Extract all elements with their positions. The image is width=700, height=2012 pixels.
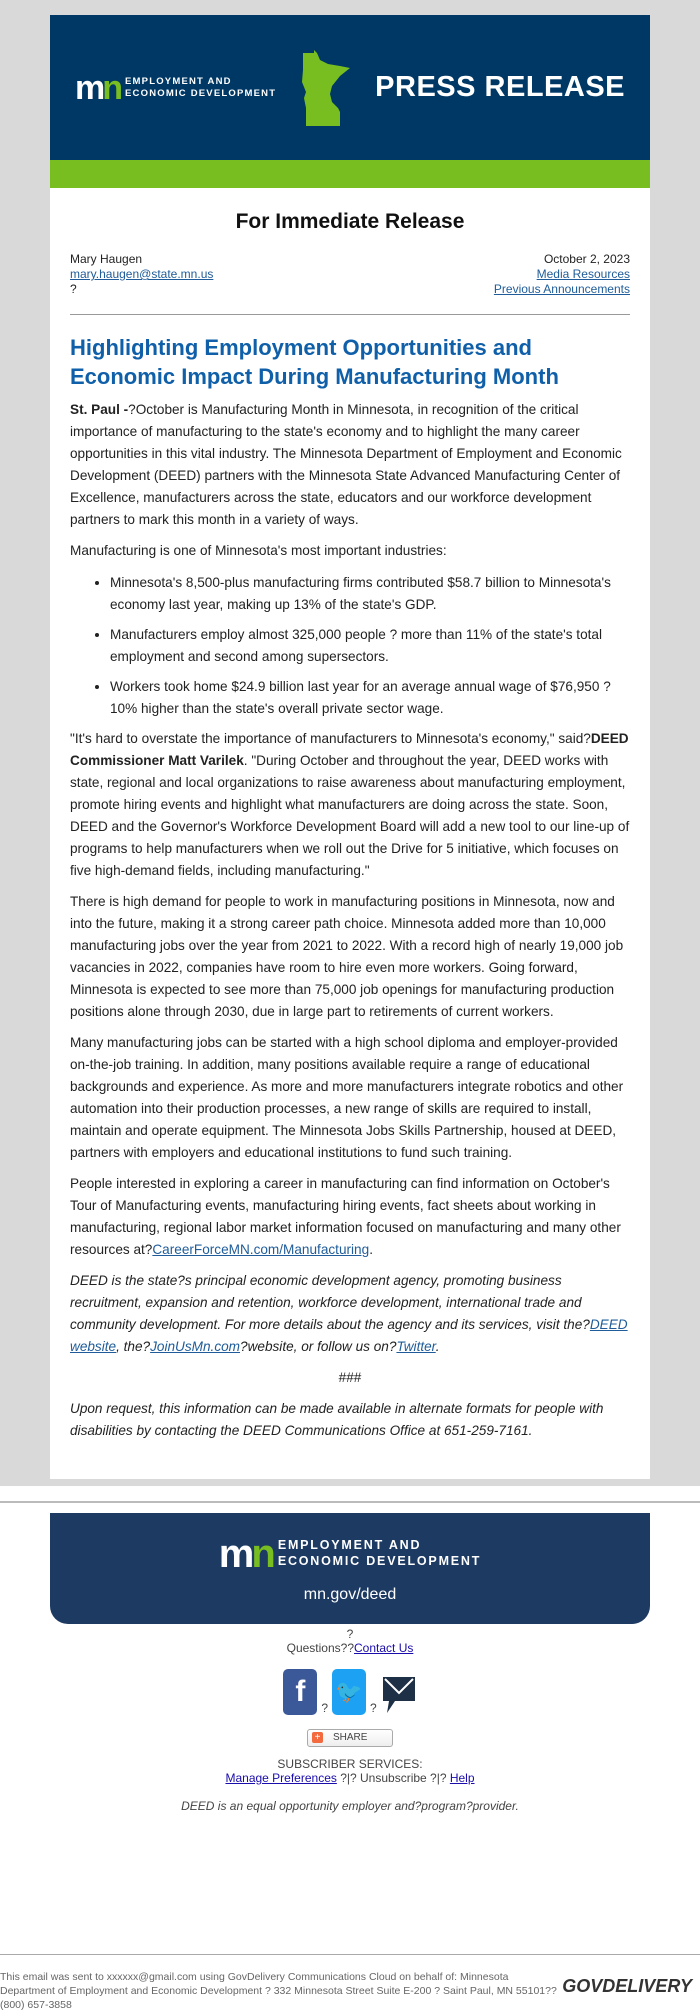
twitter-icon[interactable]: 🐦: [332, 1669, 366, 1715]
quote-speaker: DEED Commissioner Matt Varilek: [70, 731, 629, 768]
social-icons: [0, 1669, 700, 1715]
logo-line-1: EMPLOYMENT AND: [125, 75, 232, 87]
resources-text: People interested in exploring a career in manufacturing can find information on October's Tour of Manufacturing events, manufacturing hiring events, fact sheets about working in manufacturing, regional labor market information focused on manufacturing and many other resources at?: [70, 1176, 621, 1257]
plus-icon: +: [312, 1732, 323, 1743]
quote-start: "It's hard to overstate the importance of manufacturers to Minnesota's economy," said?: [70, 731, 591, 746]
footer: [0, 1627, 700, 1813]
footer-deed-logo: [218, 1531, 482, 1576]
list-item: • Minnesota's 8,500-plus manufacturing firms contributed $58.7 billion to Minnesota's economy last year, making up 13% of the state's GDP.: [110, 572, 630, 616]
about-text: , the?: [116, 1339, 151, 1354]
govdelivery-footer: [0, 1954, 700, 2012]
mn-logo-mark: mn: [218, 1531, 273, 1576]
deed-website-link[interactable]: DEED website: [70, 1317, 628, 1354]
joinusmn-link[interactable]: JoinUsMn.com: [150, 1339, 241, 1354]
period: .: [369, 1242, 373, 1257]
footer-divider: [0, 1501, 700, 1503]
minnesota-state-icon: [300, 50, 352, 126]
green-stripe: [50, 160, 650, 188]
email-icon[interactable]: [381, 1675, 417, 1715]
footer-site-link[interactable]: mn.gov/deed: [303, 1585, 397, 1603]
header-banner: [50, 15, 650, 160]
logo-line-1: EMPLOYMENT AND: [277, 1537, 422, 1552]
subscriber-label: SUBSCRIBER SERVICES:: [277, 1757, 423, 1771]
for-immediate-release: For Immediate Release: [235, 210, 465, 233]
jobs-paragraph: Many manufacturing jobs can be started with a high school diploma and employer-provided on-the-job training. In addition, many positions available require a range of educational backgrounds and experience. As more and more manufacturers integrate robotics and other automation into their production processes, a new range of skills are required to install, maintain and operate equipment. The Minnesota Jobs Skills Partnership, housed at DEED, partners with employers and educational institutions to fund such training.: [70, 1035, 624, 1160]
contact-email-link[interactable]: mary.haugen@state.mn.us: [70, 267, 214, 281]
contact-block: [70, 252, 630, 297]
footer-banner: [50, 1513, 650, 1624]
intro-paragraph: [70, 399, 630, 531]
intro-text: ?October is Manufacturing Month in Minnesota, in recognition of the critical importance of manufacturing to the state's economy and to highlight the many career opportunities in this vital industry. The Minnesota Department of Employment and Economic Development (DEED) partners with the Minnesota State Advanced Manufacturing Center of Excellence, manufacturers across the state, educators and our workforce development partners to mark this month in a variety of ways.: [70, 402, 622, 527]
footer-qmark: ?: [346, 1627, 354, 1641]
share-button[interactable]: [307, 1729, 393, 1747]
help-link[interactable]: Help: [449, 1771, 475, 1785]
sent-notice: This email was sent to xxxxxx@gmail.com using GovDelivery Communications Cloud on behalf of: Minnesota Department of Employment and Economic Development ? 332 Minnesota Street Suite E-200 ? Saint Paul, MN 55101?? (800) 657-3858: [0, 1971, 557, 2011]
article-title: Highlighting Employment Opportunities and Economic Impact During Manufacturing Month: [70, 335, 559, 389]
about-deed-paragraph: [70, 1270, 630, 1358]
demand-paragraph: There is high demand for people to work in manufacturing positions in Minnesota, now and into the future, making it a strong career path choice. Minnesota added more than 10,000 manufacturing jobs over the year from 2021 to 2022. With a record high of nearly 19,000 job vacancies in 2022, companies have room to hire even more workers. Going forward, Minnesota is expected to see more than 75,000 job openings for manufacturing production positions alone through 2030, due in large part to retirements of current workers.: [70, 894, 624, 1019]
separator: ?: [321, 1701, 328, 1715]
list-item: • Manufacturers employ almost 325,000 people ? more than 11% of the state's total employment and second among supersectors.: [110, 624, 630, 668]
separator: ?: [370, 1701, 377, 1715]
about-text: ?website, or follow us on?: [240, 1339, 397, 1354]
unsubscribe-text[interactable]: ?|? Unsubscribe ?|?: [336, 1771, 450, 1785]
resources-paragraph: [70, 1173, 630, 1261]
share-label: SHARE: [333, 1732, 368, 1743]
release-date: October 2, 2023: [543, 252, 630, 266]
list-intro: Manufacturing is one of Minnesota's most important industries:: [70, 543, 447, 558]
contact-name: Mary Haugen: [70, 252, 143, 266]
careerforce-link[interactable]: CareerForceMN.com/Manufacturing: [152, 1242, 370, 1257]
divider: [70, 314, 630, 315]
logo-line-2: ECONOMIC DEVELOPMENT: [277, 1553, 482, 1568]
quote-paragraph: [70, 728, 630, 882]
accessibility-note: Upon request, this information can be made available in alternate formats for people with disabilities by contacting the DEED Communications Office at 651-259-7161.: [70, 1401, 604, 1438]
facts-list: [70, 572, 630, 720]
facebook-icon[interactable]: f: [283, 1669, 317, 1715]
end-mark: ###: [338, 1370, 362, 1385]
twitter-link[interactable]: Twitter: [396, 1339, 436, 1354]
quote-end: . "During October and throughout the year, DEED works with state, regional and local organizations to raise awareness about manufacturing employment, promote hiring events and highlight what manufacturers are doing across the state. Soon, DEED and the Governor's Workforce Development Board will add a new tool to our line-up of programs to help manufacturers when we roll out the Drive for 5 initiative, which focuses on five high-demand fields, including manufacturing.": [70, 753, 630, 878]
period: .: [435, 1339, 440, 1354]
previous-announcements-link[interactable]: Previous Announcements: [493, 282, 630, 296]
deed-logo: [75, 68, 277, 107]
equal-opportunity-note: DEED is an equal opportunity employer and?program?provider.: [181, 1799, 519, 1813]
contact-us-link[interactable]: Contact Us: [354, 1641, 414, 1655]
list-item: • Workers took home $24.9 billion last year for an average annual wage of $76,950 ? 10% higher than the state's overall private sector wage.: [110, 676, 630, 720]
manage-preferences-link[interactable]: Manage Preferences: [225, 1771, 337, 1785]
govdelivery-logo: GOVDELIVERY: [562, 1976, 692, 1996]
mn-logo-mark: mn: [75, 68, 121, 107]
about-text: DEED is the state?s principal economic development agency, promoting business recruitment, expansion and retention, workforce development, international trade and community development. For more details about the agency and its services, visit the?: [70, 1273, 590, 1332]
questions-label: Questions??: [286, 1641, 355, 1655]
dateline: St. Paul -: [70, 402, 129, 417]
contact-extra: ?: [70, 282, 77, 296]
logo-line-2: ECONOMIC DEVELOPMENT: [125, 87, 277, 99]
media-resources-link[interactable]: Media Resources: [536, 267, 630, 281]
press-release-title: PRESS RELEASE: [375, 71, 625, 103]
press-release-card: [50, 15, 650, 1479]
